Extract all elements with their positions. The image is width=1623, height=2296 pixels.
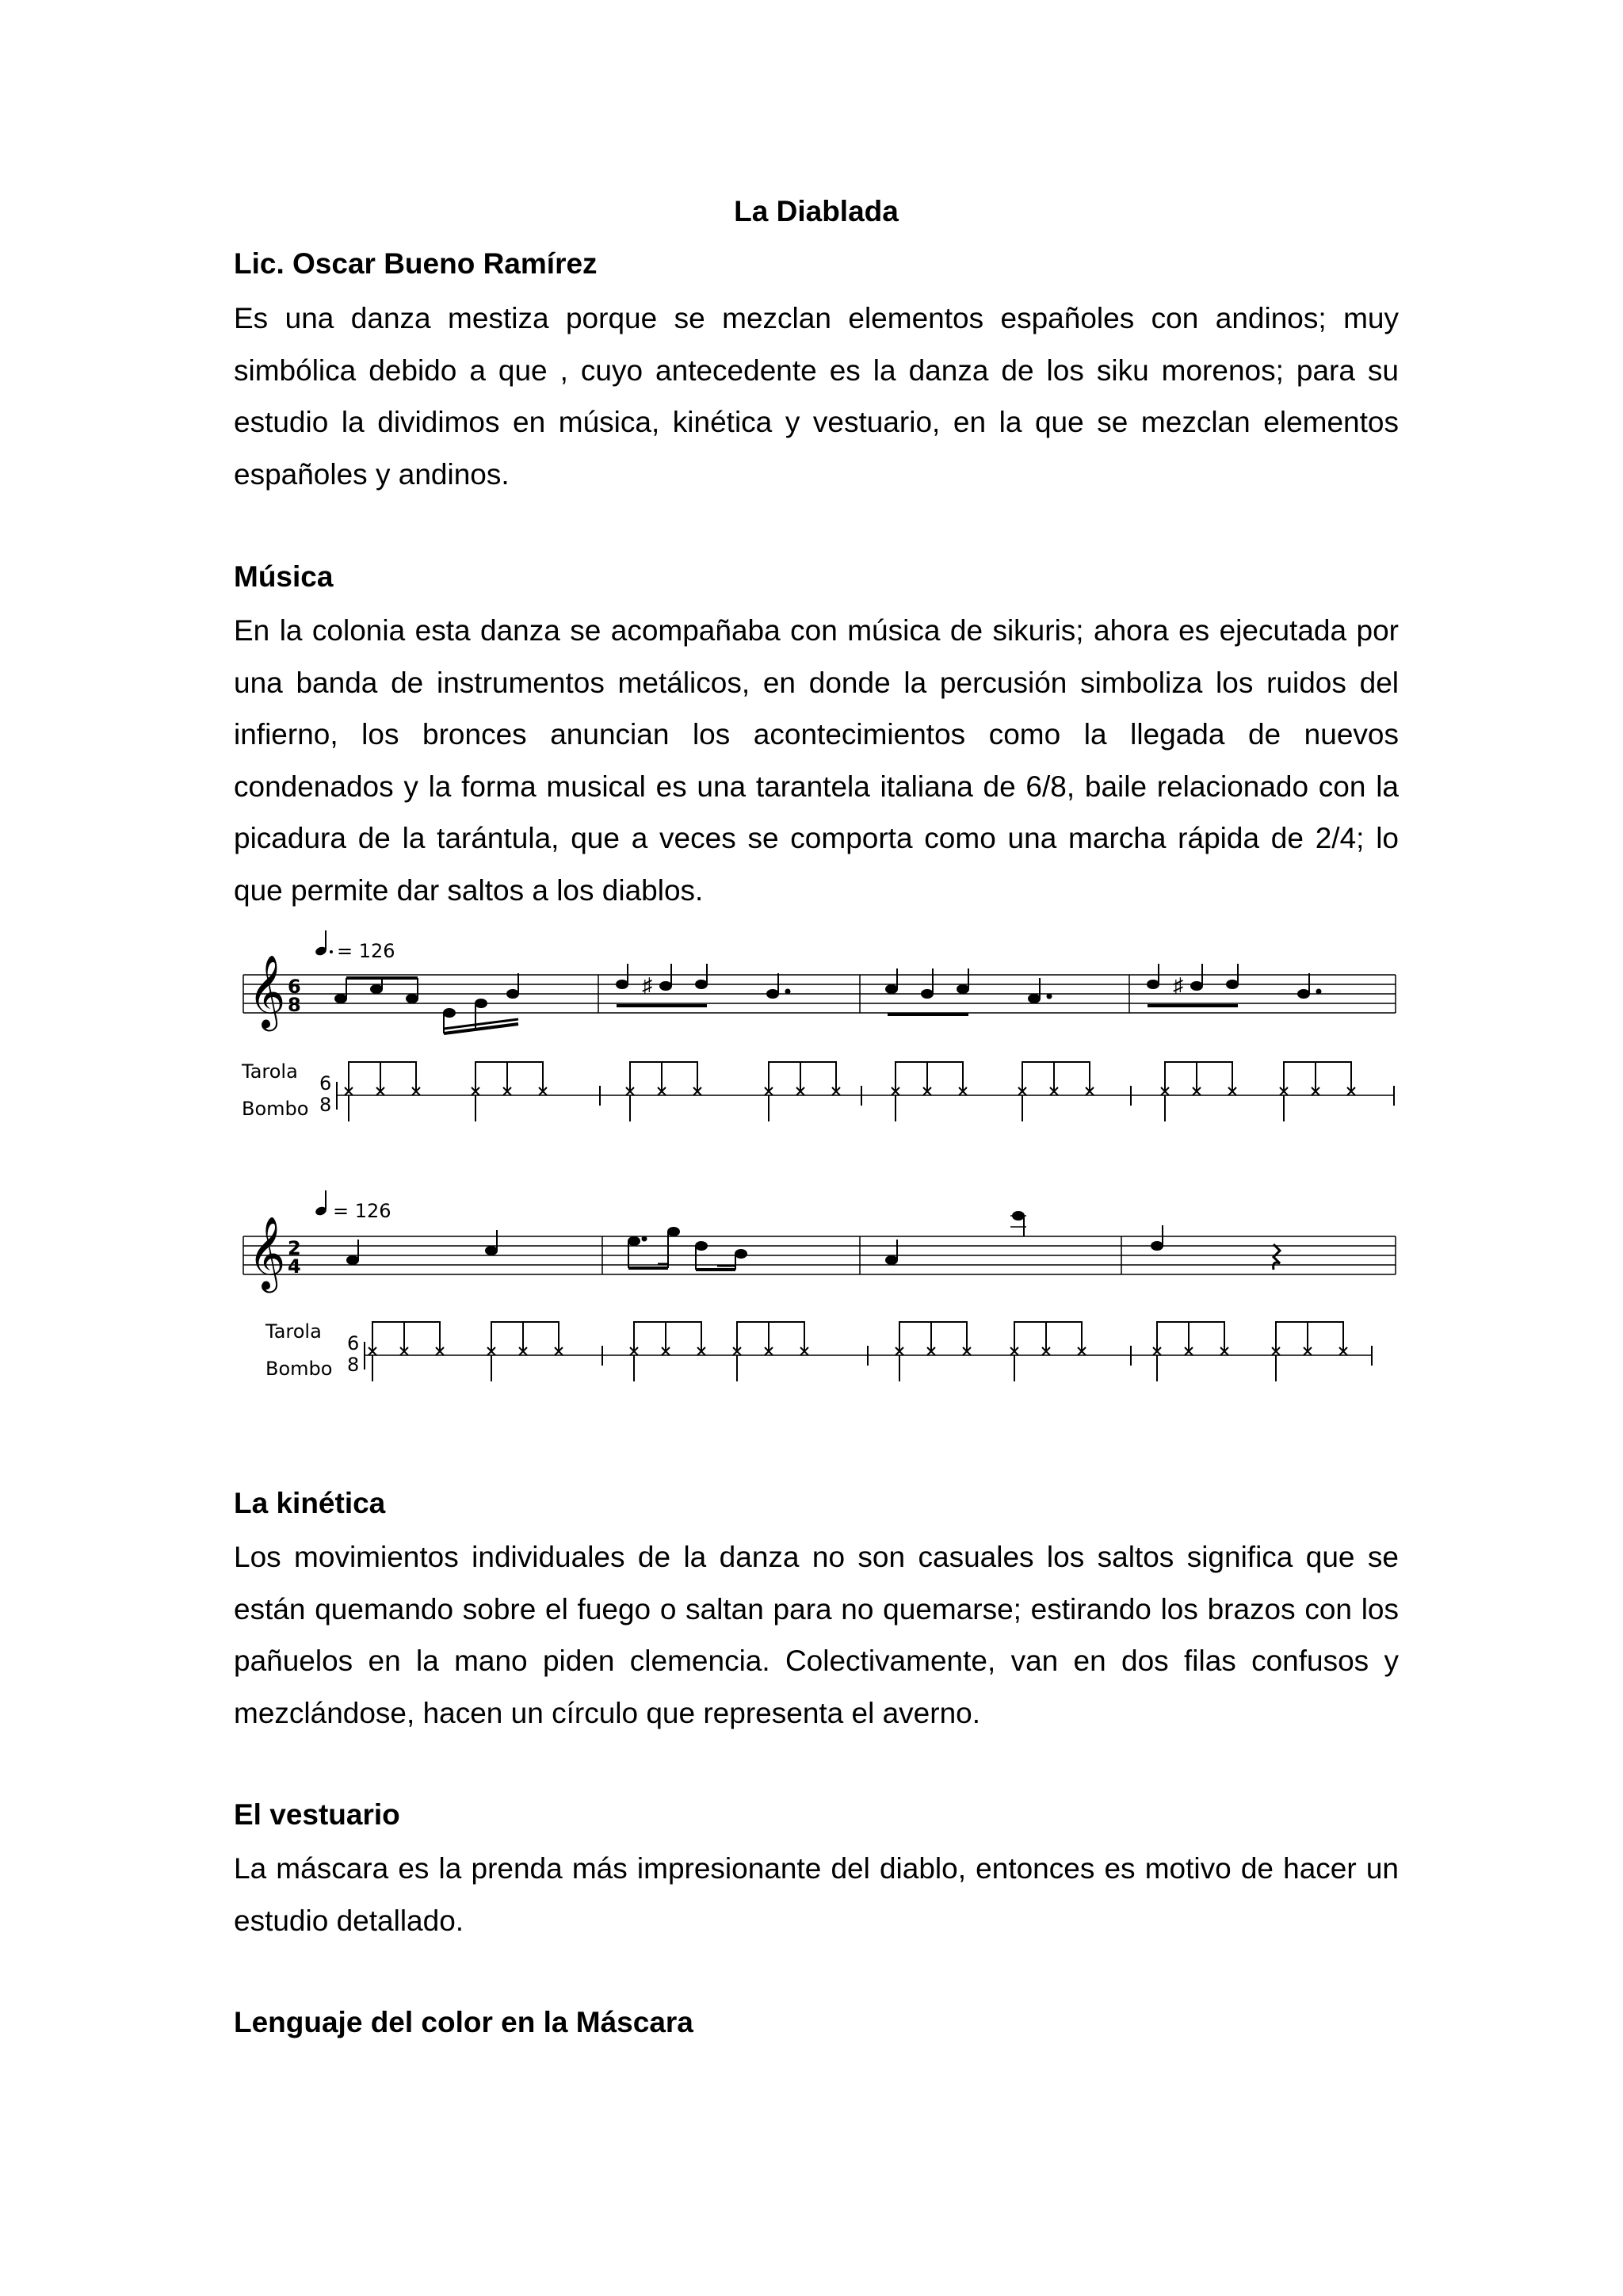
intro-paragraph: Es una danza mestiza porque se mezclan elementos españoles con andinos; muy simbólica debido a que , cuyo antecedente es la danza de los siku morenos; para su estudio la dividimos en música, kinética y vestuario, en la que se mezclan elementos españoles y andinos. [234,302,1399,491]
time-sig-bottom-2: 4 [288,1255,301,1278]
tempo-mark-2 [315,1190,391,1222]
label-bombo-2: Bombo [265,1358,333,1380]
perc-time-bottom-1: 8 [319,1094,332,1116]
heading-kinetica: La kinética [234,1487,386,1519]
tempo-mark-1 [315,930,395,962]
author-line: Lic. Oscar Bueno Ramírez [234,247,598,280]
notes-system-1 [335,964,1321,1033]
treble-clef-icon: 𝄞 [248,954,286,1028]
perc-time-top-1: 6 [319,1072,332,1095]
label-tarola-1: Tarola [242,1060,298,1083]
tempo-text-1: = 126 [337,940,395,962]
document-title: La Diablada [734,195,899,227]
time-sig-top-1: 6 [288,976,301,998]
perc-time-bottom-2: 8 [347,1354,360,1376]
percussion-notes-1 [345,1062,1355,1121]
percussion-line-1 [337,1082,1394,1110]
perc-time-top-2: 6 [347,1332,360,1354]
treble-clef-icon-2: 𝄞 [248,1216,286,1289]
musica-paragraph: En la colonia esta danza se acompañaba con música de sikuris; ahora es ejecutada por una banda de instrumentos metálicos, en donde la percusión simboliza los ruidos del infierno, los bronces anuncian los acontecimientos como la llegada de nuevos condenados y la forma musical es una tarantela italiana de 6/8, baile relacionado con la picadura de la tarántula, que a veces se comporta como una marcha rápida de 2/4; lo que permite dar saltos a los diablos. [234,614,1399,907]
svg-text:♯: ♯ [1173,973,1183,997]
heading-vestuario: El vestuario [234,1798,400,1831]
staff-2 [243,1236,1396,1274]
heading-musica: Música [234,560,334,593]
percussion-notes-2 [369,1322,1347,1381]
time-sig-bottom-1: 8 [288,994,301,1016]
heading-lenguaje-color: Lenguaje del color en la Máscara [234,2006,693,2038]
label-tarola-2: Tarola [265,1320,322,1343]
system-1 [241,930,1396,1121]
time-sig-top-2: 2 [288,1237,301,1259]
vestuario-paragraph: La máscara es la prenda más impresionante del diablo, entonces es motivo de hacer un estudio detallado. [234,1852,1399,1937]
system-2 [243,1190,1396,1381]
tempo-text-2: = 126 [333,1200,391,1222]
percussion-line-2 [365,1342,1372,1370]
notes-system-2 [347,1212,1280,1270]
kinetica-paragraph: Los movimientos individuales de la danza no son casuales los saltos significa que se están quemando sobre el fuego o saltan para no quemarse; estirando los brazos con los pañuelos en la mano piden clemencia. Colectivamente, van en dos filas confusos y mezclándose, hacen un círculo que representa el averno. [234,1541,1399,1729]
music-score-svg [234,927,1399,1435]
svg-text:♯: ♯ [642,973,652,997]
music-score-figure [234,927,1399,1435]
label-bombo-1: Bombo [242,1098,309,1120]
